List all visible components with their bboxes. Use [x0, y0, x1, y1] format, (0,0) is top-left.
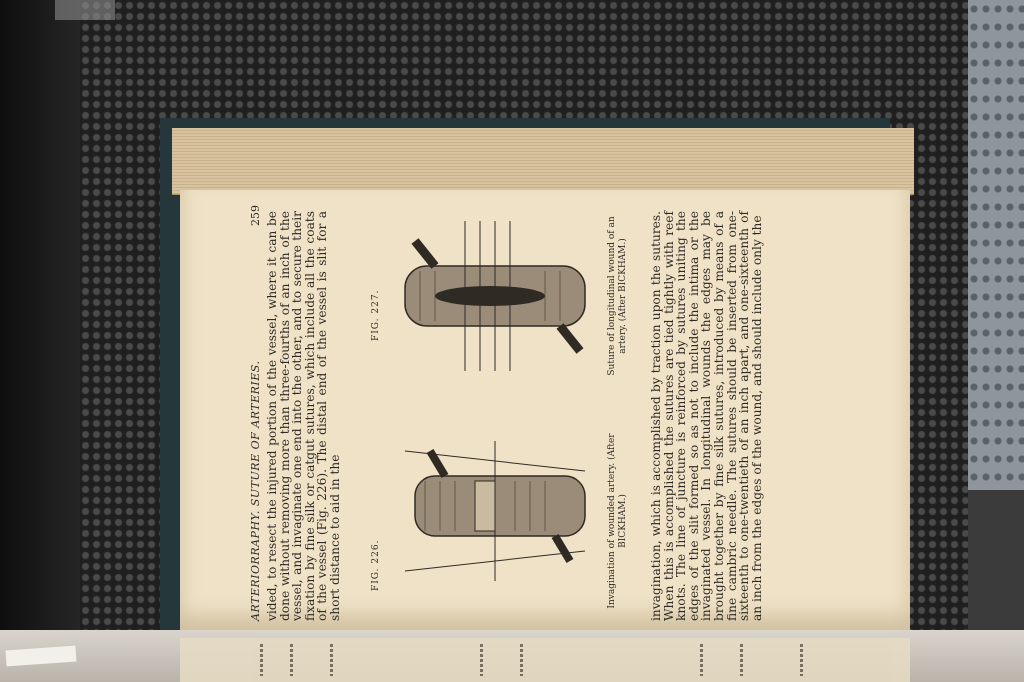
background-shadow: [0, 0, 80, 682]
figure-227-label: FIG. 227.: [371, 289, 381, 341]
tape-strip: [55, 0, 115, 20]
figure-227-illustration: [385, 201, 600, 391]
figure-226-label: FIG. 226.: [371, 539, 381, 591]
facing-page-reflection: [180, 638, 910, 682]
paragraph-top: vided, to resect the injured portion of the vessel, where it can be done without removing more than three-fourths of an inch of the vessel, and invaginate one end into the other, and to secure their fixation by fine silk or catgut sutures, which include all the coats of the vessel (Fig. 226). The distal end of the vessel is slit for a short distance to aid in the: [265, 211, 342, 621]
figure-226-illustration: [385, 411, 600, 611]
figure-226-caption: Invagination of wounded artery. (After BICKHAM.): [607, 433, 628, 609]
paragraph-bottom: invagination, which is accomplished by traction upon the sutures. When this is accomplished the sutures are tied tightly with reef knots. The line of juncture is reinforced by sutures uniting the edges of the slit formed so as not to include the intima or the invaginated vessel. In longitudinal wounds the edges may be brought together by fine silk sutures, introduced by means of a fine cambric needle. The sutures should be inserted from one-sixteenth to one-twentieth of an inch apart, and one-sixteenth of an inch from the edges of the wound, and should include only the: [649, 211, 764, 621]
perforated-plastic-strip: [968, 0, 1024, 490]
page-edges: [172, 128, 914, 195]
page-number: 259: [249, 205, 262, 226]
figure-227-caption: Suture of longitudinal wound of an artery. (After BICKHAM.): [607, 216, 628, 376]
page-text-block: [180, 191, 910, 631]
running-head: ARTERIORRAPHY. SUTURE OF ARTERIES.: [249, 360, 262, 621]
